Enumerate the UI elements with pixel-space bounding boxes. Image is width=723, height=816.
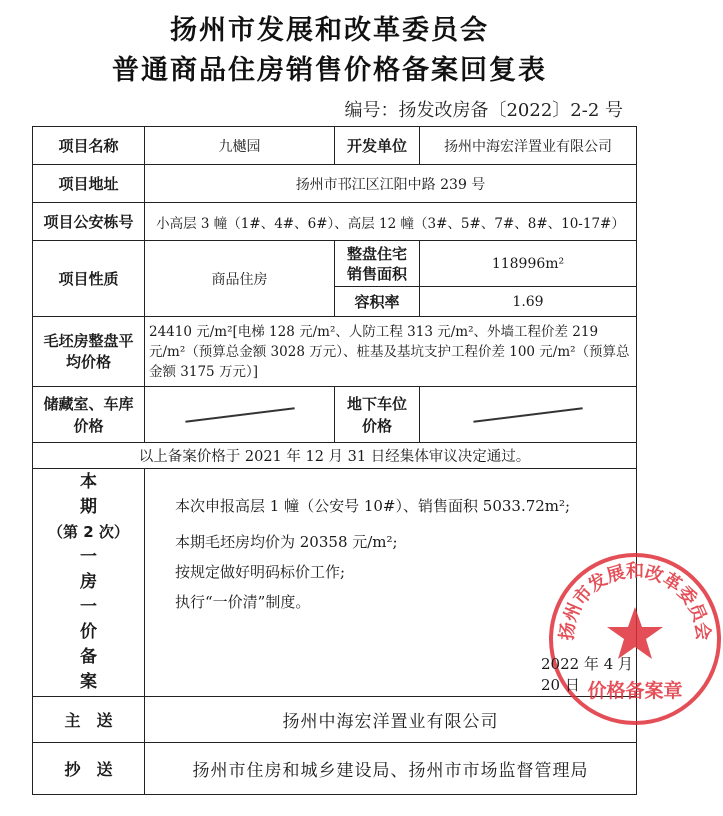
main-to-value: 扬州中海宏洋置业有限公司 <box>145 697 637 743</box>
address-label: 项目地址 <box>33 165 145 203</box>
avg-price-value: 24410 元/m²[电梯 128 元/m²、人防工程 313 元/m²、外墙工程价差 219 元/m²（预算总金额 3028 万元）、桩基及基坑支护工程价差 100 元/m²（预算总金额 3175 万元）] <box>145 317 637 387</box>
main-to-label: 主 送 <box>33 697 145 743</box>
buildings-value: 小高层 3 幢（1#、4#、6#）、高层 12 幢（3#、5#、7#、8#、10-17#） <box>145 203 637 241</box>
avg-price-label-line1: 毛坯房整盘平 <box>43 331 134 350</box>
row-buildings <box>33 203 637 241</box>
current-label-char: 房 <box>80 572 97 592</box>
current-label-char: 一 <box>80 597 97 617</box>
storage-label <box>33 387 145 443</box>
row-approval-note <box>33 443 637 469</box>
project-name-label: 项目名称 <box>33 127 145 165</box>
storage-label-line1: 储藏室、车库 <box>43 394 134 413</box>
buildings-label: 项目公安栋号 <box>33 203 145 241</box>
row-storage <box>33 387 637 443</box>
storage-label-line2: 价格 <box>73 416 104 435</box>
seal-graphic <box>547 551 723 727</box>
developer-value: 扬州中海宏洋置业有限公司 <box>420 127 637 165</box>
address-value: 扬州市邗江区江阳中路 239 号 <box>145 165 637 203</box>
row-current-filing <box>33 469 637 697</box>
document-title-line2: 普通商品住房销售价格备案回复表 <box>112 55 547 86</box>
current-label-char: （第 2 次） <box>48 523 129 541</box>
empty-slash <box>185 407 294 422</box>
empty-slash <box>473 407 582 422</box>
document-number: 编号：扬发改房备〔2022〕2-2 号 <box>344 100 623 121</box>
avg-price-label-line2: 均价格 <box>65 352 111 371</box>
sales-area-label-line1: 整盘住宅 <box>346 244 407 263</box>
row-nature <box>33 241 637 287</box>
current-line: 本次申报高层 1 幢（公安号 10#）、销售面积 5033.72m²; <box>175 497 571 515</box>
project-name-value: 九樾园 <box>145 127 335 165</box>
cc-label: 抄 送 <box>33 743 145 795</box>
current-label-char: 期 <box>80 497 97 517</box>
sales-area-label <box>335 241 420 287</box>
current-filing-content <box>145 469 714 702</box>
far-label: 容积率 <box>335 287 420 317</box>
underground-label-line2: 价格 <box>361 416 392 435</box>
filing-table <box>32 126 714 795</box>
seal-ring-text: 扬州市发展和改革委员会 <box>556 561 714 642</box>
approval-note: 以上备案价格于 2021 年 12 月 31 日经集体审议决定通过。 <box>33 443 637 469</box>
current-label-char: 一 <box>80 547 97 567</box>
row-main-to <box>33 697 637 743</box>
cc-value: 扬州市住房和城乡建设局、扬州市市场监督管理局 <box>145 743 637 795</box>
current-label-char: 案 <box>80 672 97 692</box>
underground-parking-label <box>335 387 420 443</box>
seal-star <box>607 607 663 659</box>
underground-label-line1: 地下车位 <box>346 394 407 413</box>
row-address <box>33 165 637 203</box>
nature-value: 商品住房 <box>145 241 335 317</box>
document-title-line1: 扬州市发展和改革委员会 <box>170 15 489 46</box>
row-cc <box>33 743 637 795</box>
row-project-name <box>33 127 637 165</box>
filing-date: 2022 年 4 月 20 日 <box>541 655 634 694</box>
current-line: 执行“一价清”制度。 <box>175 593 311 611</box>
far-value: 1.69 <box>420 287 637 317</box>
current-label-char: 价 <box>80 622 97 642</box>
seal-bottom-text: 价格备案章 <box>587 680 683 702</box>
current-line: 本期毛坯房均价为 20358 元/m²; <box>175 533 398 551</box>
storage-value-empty <box>145 387 335 443</box>
developer-label: 开发单位 <box>335 127 420 165</box>
current-line: 按规定做好明码标价工作; <box>175 563 346 581</box>
nature-label: 项目性质 <box>33 241 145 317</box>
sales-area-value: 118996m² <box>420 241 637 287</box>
avg-price-label <box>33 317 145 387</box>
current-filing-label <box>33 469 145 697</box>
official-seal <box>547 551 723 727</box>
sales-area-label-line2: 销售面积 <box>346 264 407 283</box>
row-avg-price <box>33 317 637 387</box>
current-label-char: 本 <box>80 472 97 492</box>
underground-value-empty <box>420 387 637 443</box>
current-label-char: 备 <box>80 647 97 667</box>
